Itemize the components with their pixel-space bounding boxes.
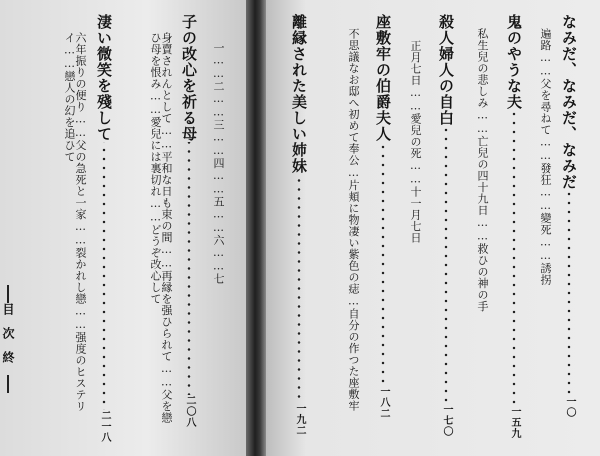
entry-page-number: 二一八 [99,410,110,443]
entry-title: 淒い微笑を殘して [95,14,113,142]
entry-subtitle: 身賣されんとして……平和な日も束の間……再縁を强ひられて……父を戀ひ母を恨み……愛兒には裏切れ……どうぞ改心して [149,32,173,424]
entry-2 [505,14,523,444]
dot-leader [180,142,198,395]
entry-subtitle: 正月七日……愛兒の死……十一月七日 [409,40,422,244]
entry-4 [374,14,392,444]
entry-page-number: 二〇八 [184,395,195,428]
left-page [0,0,246,456]
book-gutter [246,0,266,456]
entry-subtitle: 六年振りの便り……父の急死と一家……裂かれし戀……强度のヒステリイ……戀人の幻を追ひて [63,32,87,412]
entry-page-number: 一〇 [564,396,575,418]
dot-leader [95,142,113,410]
entry-4-subtitles [348,28,359,412]
entry-6-subtitles [150,32,172,428]
dot-leader [290,174,308,403]
colophon-text: 目次終 [1,303,15,375]
entry-title: 子の改心を祈る母 [180,14,198,142]
entry-6 [180,14,198,444]
toc-end-colophon [2,285,14,393]
entry-subtitle: 遍路……父を尋ねて……發狂……變死……誘拐 [539,28,552,286]
entry-5 [290,14,308,444]
entry-page-number: 一七〇 [441,404,452,437]
entry-page-number: 一八二 [378,386,389,419]
dot-leader [505,110,523,406]
entry-title: 座敷牢の伯爵夫人 [374,14,392,142]
entry-3-subtitles [410,40,421,244]
colophon-rule-top [7,285,9,303]
chapter-continuation [213,42,224,285]
entry-1 [560,14,578,444]
entry-subtitle: 私生兒の悲しみ……亡兒の四十九日……救ひの神の手 [476,28,489,312]
entry-page-number: 一九二 [294,403,305,436]
entry-title: 殺人婦人の自白 [437,14,455,126]
entry-title: なみだ、なみだ、なみだ [560,14,578,190]
entry-page-number: 一五九 [509,406,520,439]
dot-leader [560,190,578,396]
entry-3 [437,14,455,444]
entry-2-subtitles [477,28,488,312]
entry-7-subtitles [64,32,86,428]
entry-title: 鬼のやうな夫 [505,14,523,110]
entry-title: 離縁された美しい姉妹 [290,14,308,174]
dot-leader [437,126,455,404]
chapter-numbers: 一……二……三……四……五……六……七 [212,42,225,285]
colophon-rule-bottom [7,375,9,393]
entry-subtitle: 不思議なお邸へ初めて奉公…片頬に物凄い紫色の痣…自分の作つた座敷牢 [347,28,360,412]
entry-1-subtitles [540,28,551,286]
entry-7 [95,14,113,444]
dot-leader [374,142,392,386]
